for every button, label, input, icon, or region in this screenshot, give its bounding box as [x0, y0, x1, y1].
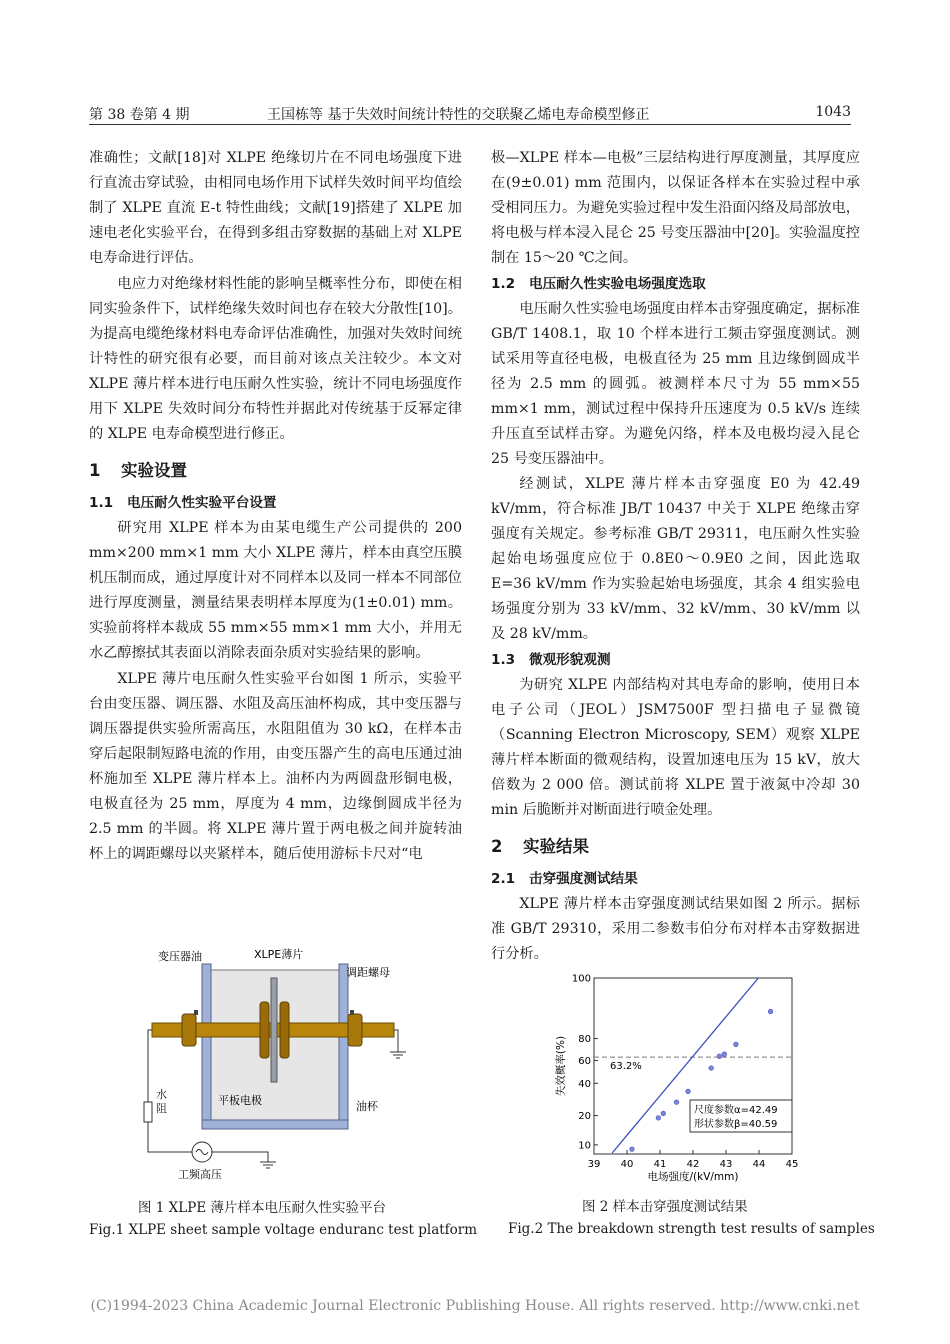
data-point	[768, 1009, 773, 1014]
journal-issue: 第 38 卷第 4 期	[89, 107, 190, 123]
data-point	[722, 1052, 727, 1057]
reference-label: 63.2%	[610, 1061, 642, 1073]
nut-marker	[350, 1010, 354, 1015]
test-platform-diagram	[130, 942, 420, 1197]
paragraph: 准确性；文献[18]对 XLPE 绝缘切片在不同电场强度下进行直流击穿试验，由相同电场作用下试样失效时间平均值绘制了 XLPE 直流 E-t 特性曲线；文献[19]搭建了 XLPE 加速电老化实验平台，在得到多组击穿数据的基础上对 XLPE 电寿命进行评估。	[89, 150, 462, 266]
oil-cup-bottom	[202, 1120, 348, 1129]
label-xlpe-sheet: XLPE薄片	[254, 948, 304, 961]
plate-electrode-right	[280, 1002, 289, 1058]
copyright-footer: (C)1994-2023 China Academic Journal Electronic Publishing House. All rights reserved. http://www.cnki.net	[90, 1298, 860, 1314]
data-point	[717, 1054, 722, 1059]
data-point	[734, 1042, 739, 1047]
paragraph: 电压耐久性实验电场强度由样本击穿强度确定，据标准 GB/T 1408.1，取 10 个样本进行工频击穿强度测试。测试采用等直径电极，电极直径为 25 mm 且边缘倒圆成半径为 2.5 mm 的圆弧。被测样本尺寸为 55 mm×55 mm×1 mm，测试过程中保持升压速度为 0.5 kV/s 连续升压直至试样击穿。为避免闪络，样本及电极均浸入昆仑 25 号变压器油中。	[491, 301, 860, 467]
adjusting-nut	[348, 1014, 362, 1046]
x-tick-label: 42	[686, 1159, 700, 1170]
paragraph: 研究用 XLPE 样本为由某电缆生产公司提供的 200 mm×200 mm×1 mm 大小 XLPE 薄片，样本由真空压膜机压制而成，通过厚度计对不同样本以及同一样本不同部位进行厚度测量，测量结果表明样本厚度为(1±0.01) mm。实验前将样本裁成 55 mm×55 mm×1 mm 大小，并用无水乙醇擦拭其表面以消除表面杂质对实验结果的影响。	[89, 520, 462, 661]
paragraph: 极—XLPE 样本—电极”三层结构进行厚度测量，其厚度应在(9±0.01) mm 范围内，以保证各样本在实验过程中承受相同压力。为避免实验过程中发生沿面闪络及局部放电，将电极与样本浸入昆仑 25 号变压器油中[20]。实验温度控制在 15～20 ℃之间。	[491, 150, 860, 266]
section-heading: 2 实验结果	[491, 837, 589, 856]
figure-1-caption-cn: 图 1 XLPE 薄片样本电压耐久性实验平台	[138, 1200, 386, 1216]
figure-1-caption-en: Fig.1 XLPE sheet sample voltage enduranc test platform	[89, 1222, 478, 1238]
oil-cup-wall-right	[339, 964, 348, 1128]
subsection-heading: 1.3 微观形貌观测	[491, 652, 611, 668]
nut-marker	[194, 1010, 198, 1015]
y-tick-label: 20	[578, 1111, 591, 1123]
paragraph: XLPE 薄片样本击穿强度测试结果如图 2 所示。据标准 GB/T 29310，采用二参数韦伯分布对样本击穿数据进行分析。	[491, 896, 860, 962]
label-oil-cup: 油杯	[356, 1100, 378, 1113]
data-point	[656, 1116, 661, 1121]
y-tick-label: 60	[578, 1056, 591, 1068]
y-tick-label: 80	[578, 1034, 591, 1046]
paragraph: XLPE 薄片电压耐久性实验平台如图 1 所示，实验平台由变压器、调压器、水阻及高压油杯构成，其中变压器与调压器提供实验所需高压，水阻阻值为 30 kΩ，在样本击穿后起限制短路电流的作用，由变压器产生的高电压通过油杯施加至 XLPE 薄片样本上。油杯内为两圆盘形铜电极，电极直径为 25 mm，厚度为 4 mm，边缘倒圆成半径为 2.5 mm 的半圆。将 XLPE 薄片置于两电极之间并旋转油杯上的调距螺母以夹紧样本，随后使用游标卡尺对“电	[89, 671, 462, 862]
paragraph: 经测试，XLPE 薄片样本击穿强度 E0 为 42.49 kV/mm，符合标准 JB/T 10437 中关于 XLPE 绝缘击穿强度有关规定。参考标准 GB/T 29311，电压耐久性实验起始电场强度应位于 0.8E0～0.9E0 之间，因此选取 E=36 kV/mm 作为实验起始电场强度，其余 4 组实验电场强度分别为 33 kV/mm、32 kV/mm、30 kV/mm 以及 28 kV/mm。	[491, 476, 860, 642]
x-tick-label: 41	[653, 1159, 667, 1170]
data-point	[709, 1066, 714, 1071]
subsection-heading: 2.1 击穿强度测试结果	[491, 871, 638, 887]
figure-2	[548, 968, 808, 1188]
plate-electrode-left	[260, 1002, 269, 1058]
label-nut: 调距螺母	[346, 966, 390, 979]
y-tick-label: 100	[571, 973, 591, 985]
oil-cup-wall-left	[202, 964, 211, 1128]
subsection-heading: 1.1 电压耐久性实验平台设置	[89, 495, 277, 511]
label-plate-electrode: 平板电极	[218, 1094, 262, 1107]
flange-left	[182, 1014, 196, 1046]
x-tick-label: 44	[752, 1159, 766, 1170]
label-water-resistor: 水阻	[156, 1088, 167, 1115]
figure-2-caption-cn: 图 2 样本击穿强度测试结果	[582, 1199, 748, 1215]
y-axis-label: 失效概率(%)	[555, 1035, 567, 1097]
shape-parameter: 形状参数β=40.59	[694, 1119, 778, 1130]
data-point	[661, 1111, 666, 1116]
figure-2-caption-en: Fig.2 The breakdown strength test results of samples	[508, 1221, 875, 1237]
lead-wire	[148, 1030, 152, 1102]
data-point	[686, 1089, 691, 1094]
section-heading: 1 实验设置	[89, 461, 187, 480]
data-point	[674, 1100, 679, 1105]
x-axis-label: 电场强度/(kV/mm)	[647, 1171, 739, 1183]
xlpe-sheet	[271, 978, 277, 1082]
subsection-heading: 1.2 电压耐久性实验电场强度选取	[491, 276, 706, 292]
label-hv-source: 工频高压	[178, 1168, 222, 1181]
weibull-chart	[548, 968, 808, 1188]
header-rule	[89, 124, 851, 125]
x-tick-label: 45	[785, 1159, 799, 1170]
water-resistor	[144, 1102, 152, 1122]
running-title: 王国栋等 基于失效时间统计特性的交联聚乙烯电寿命模型修正	[267, 107, 650, 123]
ground-wire	[394, 1030, 398, 1052]
x-tick-label: 40	[620, 1159, 634, 1170]
page-number: 1043	[815, 104, 851, 120]
x-tick-label: 39	[587, 1159, 601, 1170]
data-point	[630, 1147, 635, 1152]
y-tick-label: 40	[578, 1078, 591, 1090]
scale-parameter: 尺度参数α=42.49	[694, 1105, 778, 1116]
paragraph: 电应力对绝缘材料性能的影响呈概率性分布，即使在相同实验条件下，试样绝缘失效时间也存在较大分散性[10]。为提高电缆绝缘材料电寿命评估准确性，加强对失效时间统计特性的研究很有必要，而目前对该点关注较少。本文对 XLPE 薄片样本进行电压耐久性实验，统计不同电场强度作用下 XLPE 失效时间分布特性并据此对传统基于反幂定律的 XLPE 电寿命模型进行修正。	[89, 276, 462, 442]
lead-wire	[148, 1122, 192, 1152]
label-oil-transformer: 变压器油	[158, 950, 202, 963]
ground-wire	[212, 1152, 268, 1162]
left-column	[89, 146, 462, 867]
y-tick-label: 10	[578, 1140, 591, 1152]
paragraph: 为研究 XLPE 内部结构对其电寿命的影响，使用日本电子公司（JEOL）JSM7500F 型扫描电子显微镜（Scanning Electron Microscopy, SEM）观察 XLPE 薄片样本断面的微观结构，设置加速电压为 15 kV，放大倍数为 2 000 倍。测试前将 XLPE 置于液氮中冷却 30 min 后脆断并对断面进行喷金处理。	[491, 677, 860, 818]
x-tick-label: 43	[719, 1159, 733, 1170]
figure-1	[130, 942, 420, 1197]
right-column	[491, 146, 860, 967]
